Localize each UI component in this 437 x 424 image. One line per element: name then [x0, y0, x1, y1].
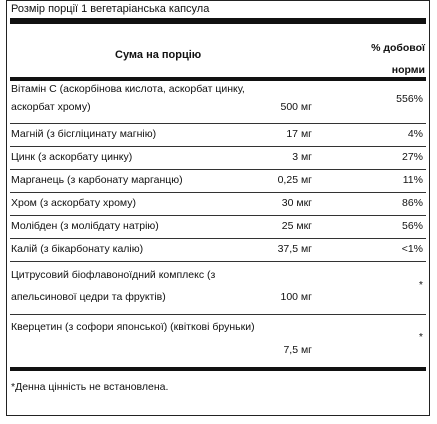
nutrient-amount: 500 мг — [280, 101, 312, 113]
nutrient-name: Марганець (з карбонату марганцю) — [11, 174, 183, 186]
nutrient-name: Вітамін С (аскорбінова кислота, аскорбат цинку, — [11, 83, 245, 95]
nutrient-amount: 0,25 мг — [277, 174, 312, 186]
row-divider — [10, 123, 426, 124]
nutrient-daily-value: * — [418, 279, 423, 291]
daily-value-heading-line2: норми — [391, 64, 425, 76]
nutrient-daily-value: 56% — [401, 220, 423, 232]
nutrient-name: Хром (з аскорбату хрому) — [11, 197, 137, 209]
nutrient-name: Калій (з бікарбонату калію) — [11, 243, 144, 255]
daily-value-heading-line1: % добової — [371, 42, 425, 54]
nutrient-daily-value: 86% — [401, 197, 423, 209]
nutrient-daily-value: 11% — [402, 174, 423, 186]
nutrient-name: Цитрусовий біофлавоноїдний комплекс (з — [11, 269, 216, 281]
nutrient-name-continued: аскорбат хрому) — [11, 101, 91, 113]
header-divider — [10, 77, 426, 81]
amount-per-serving-heading: Сума на порцію — [115, 49, 202, 61]
supplement-facts-panel — [6, 0, 430, 416]
nutrient-amount: 7,5 мг — [283, 344, 312, 356]
row-divider — [10, 238, 426, 239]
serving-size: Розмір порції 1 вегетаріанська капсула — [11, 3, 210, 15]
nutrient-amount: 3 мг — [292, 151, 312, 163]
daily-value-heading — [371, 37, 425, 81]
nutrient-daily-value: 556% — [396, 93, 423, 105]
nutrient-name: Цинк (з аскорбату цинку) — [11, 151, 133, 163]
nutrient-name-continued: апельсинової цедри та фруктів) — [11, 291, 166, 303]
row-divider — [10, 314, 426, 315]
nutrient-daily-value: * — [418, 331, 423, 343]
nutrient-name: Молібден (з молібдату натрію) — [11, 220, 159, 232]
nutrient-amount: 25 мкг — [281, 220, 312, 232]
row-divider — [10, 146, 426, 147]
row-divider — [10, 261, 426, 262]
nutrient-name: Кверцетин (з софори японської) (квіткові бруньки) — [11, 321, 255, 333]
nutrient-amount: 37,5 мг — [277, 243, 312, 255]
nutrient-amount: 100 мг — [280, 291, 312, 303]
row-divider — [10, 169, 426, 170]
nutrient-amount: 30 мкг — [281, 197, 312, 209]
nutrient-amount: 17 мг — [286, 128, 312, 140]
footnote: *Денна цінність не встановлена. — [11, 381, 169, 393]
nutrient-daily-value: <1% — [401, 243, 423, 255]
nutrient-daily-value: 27% — [401, 151, 423, 163]
top-thick-divider — [10, 18, 426, 24]
row-divider — [10, 192, 426, 193]
nutrient-daily-value: 4% — [407, 128, 423, 140]
footer-divider — [10, 367, 426, 371]
row-divider — [10, 215, 426, 216]
nutrient-name: Магній (з бісгліцинату магнію) — [11, 128, 157, 140]
